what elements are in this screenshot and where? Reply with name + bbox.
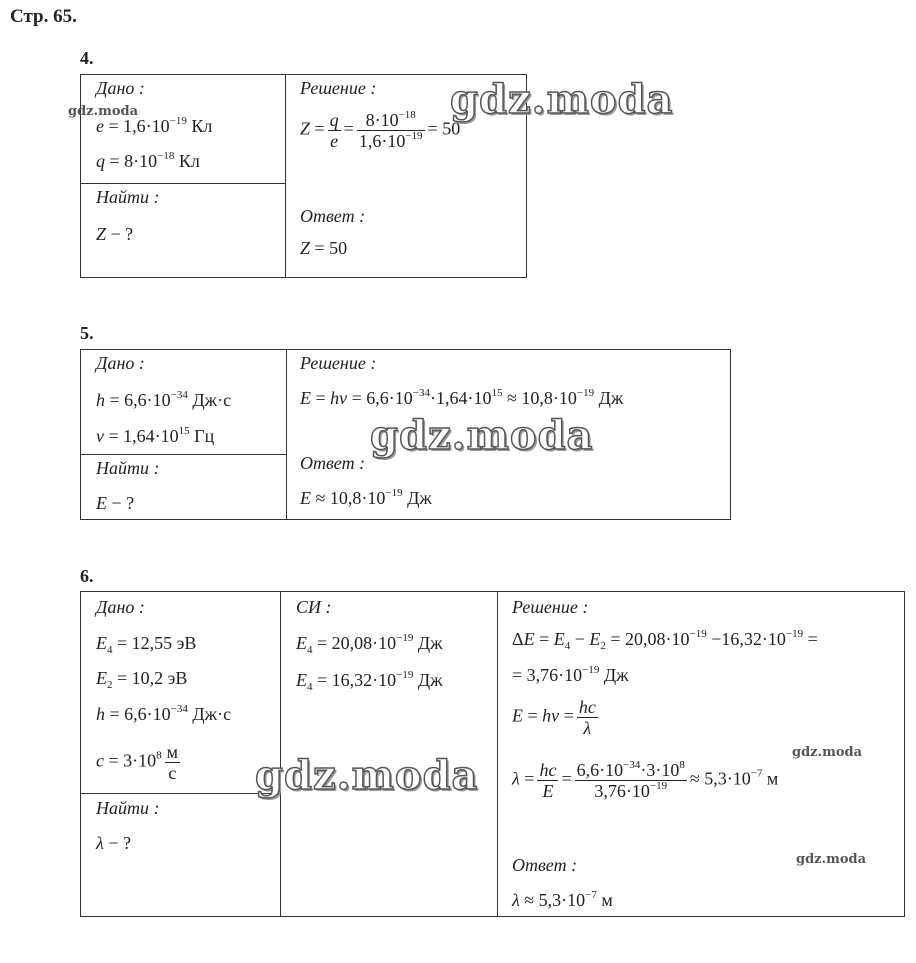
watermark-small: gdz.moda bbox=[68, 104, 139, 119]
si-e4: $E_4 = 20,08\cdot 10^{-19}$ Дж bbox=[296, 632, 443, 656]
answer-label: Ответ : bbox=[512, 855, 578, 875]
given-label: Дано : bbox=[96, 597, 145, 617]
solution-label: Решение : bbox=[300, 78, 377, 98]
given-nu: $\nu = 1,64\cdot 10^{15}$ Гц bbox=[96, 425, 215, 446]
page-title: Стр. 65. bbox=[10, 6, 77, 27]
find-z: Z − ? bbox=[96, 224, 134, 244]
watermark: gdz.moda bbox=[370, 412, 594, 459]
find-label: Найти : bbox=[96, 798, 160, 818]
solution-label: Решение : bbox=[300, 353, 377, 373]
find-lambda: λ − ? bbox=[96, 833, 131, 853]
watermark-small: gdz.moda bbox=[792, 745, 863, 760]
solution-formula: $E = h\nu = 6,6\cdot 10^{-34}\cdot 1,64\cdot 10^{15} \approx 10,8\cdot 10^{-19}$ Дж bbox=[300, 387, 624, 408]
find-label: Найти : bbox=[96, 187, 160, 207]
answer-e: $E \approx 10,8\cdot 10^{-19}$ Дж bbox=[300, 487, 432, 508]
solution-label: Решение : bbox=[512, 597, 589, 617]
problem-number: 6. bbox=[80, 566, 94, 586]
given-h: $h = 6,6\cdot 10^{-34}$ Дж·с bbox=[96, 389, 232, 410]
watermark-small: gdz.moda bbox=[796, 852, 867, 867]
watermark: gdz.moda bbox=[450, 76, 674, 123]
solution-energy: E = hν = $\frac{hc}{\lambda}$ bbox=[512, 697, 596, 738]
answer-label: Ответ : bbox=[300, 206, 366, 226]
solution-formula: Z = $\frac{q}{e}$ = $\frac{8\cdot 10^{-18}}{1,6\cdot 10^{-19}}$ = 50 bbox=[300, 109, 461, 151]
solution-delta-e: $\Delta E = E_4 - E_2 = 20,08\cdot 10^{-19} -16,32\cdot 10^{-19}$ = bbox=[512, 628, 818, 652]
problem-number: 4. bbox=[80, 48, 94, 68]
given-e: $e = 1,6\cdot 10^{-19}$ Кл bbox=[96, 115, 213, 136]
find-e: E − ? bbox=[96, 493, 135, 513]
answer-lambda: $\lambda \approx 5,3\cdot 10^{-7}$ м bbox=[512, 889, 613, 910]
problem-number: 5. bbox=[80, 323, 94, 343]
find-label: Найти : bbox=[96, 458, 160, 478]
given-q: $q = 8\cdot 10^{-18}$ Кл bbox=[96, 150, 200, 171]
given-c: $c = 3\cdot 10^8$ $\frac{м}{с}$ bbox=[96, 742, 179, 783]
si-e2: $E_4 = 16,32\cdot 10^{-19}$ Дж bbox=[296, 669, 443, 693]
given-e2: $E_2 = 10,2$ эВ bbox=[96, 668, 188, 691]
solution-lambda: λ = $\frac{hc}{E}$ = $\frac{6,6\cdot 10^{-34}\cdot 3\cdot 10^8}{3,76\cdot 10^{-19}}$ ≈ $5,3\cdot 10^{-7}$ м bbox=[512, 759, 779, 801]
given-label: Дано : bbox=[96, 78, 145, 98]
solution-delta-e-result: = $3,76\cdot 10^{-19}$ Дж bbox=[512, 664, 629, 685]
given-e4: $E_4 = 12,55$ эВ bbox=[96, 633, 197, 656]
given-label: Дано : bbox=[96, 353, 145, 373]
answer-z: Z = 50 bbox=[300, 238, 348, 258]
answer-label: Ответ : bbox=[300, 453, 366, 473]
si-label: СИ : bbox=[296, 597, 332, 617]
watermark: gdz.moda bbox=[255, 752, 479, 799]
given-h: $h = 6,6\cdot 10^{-34}$ Дж·с bbox=[96, 703, 232, 724]
